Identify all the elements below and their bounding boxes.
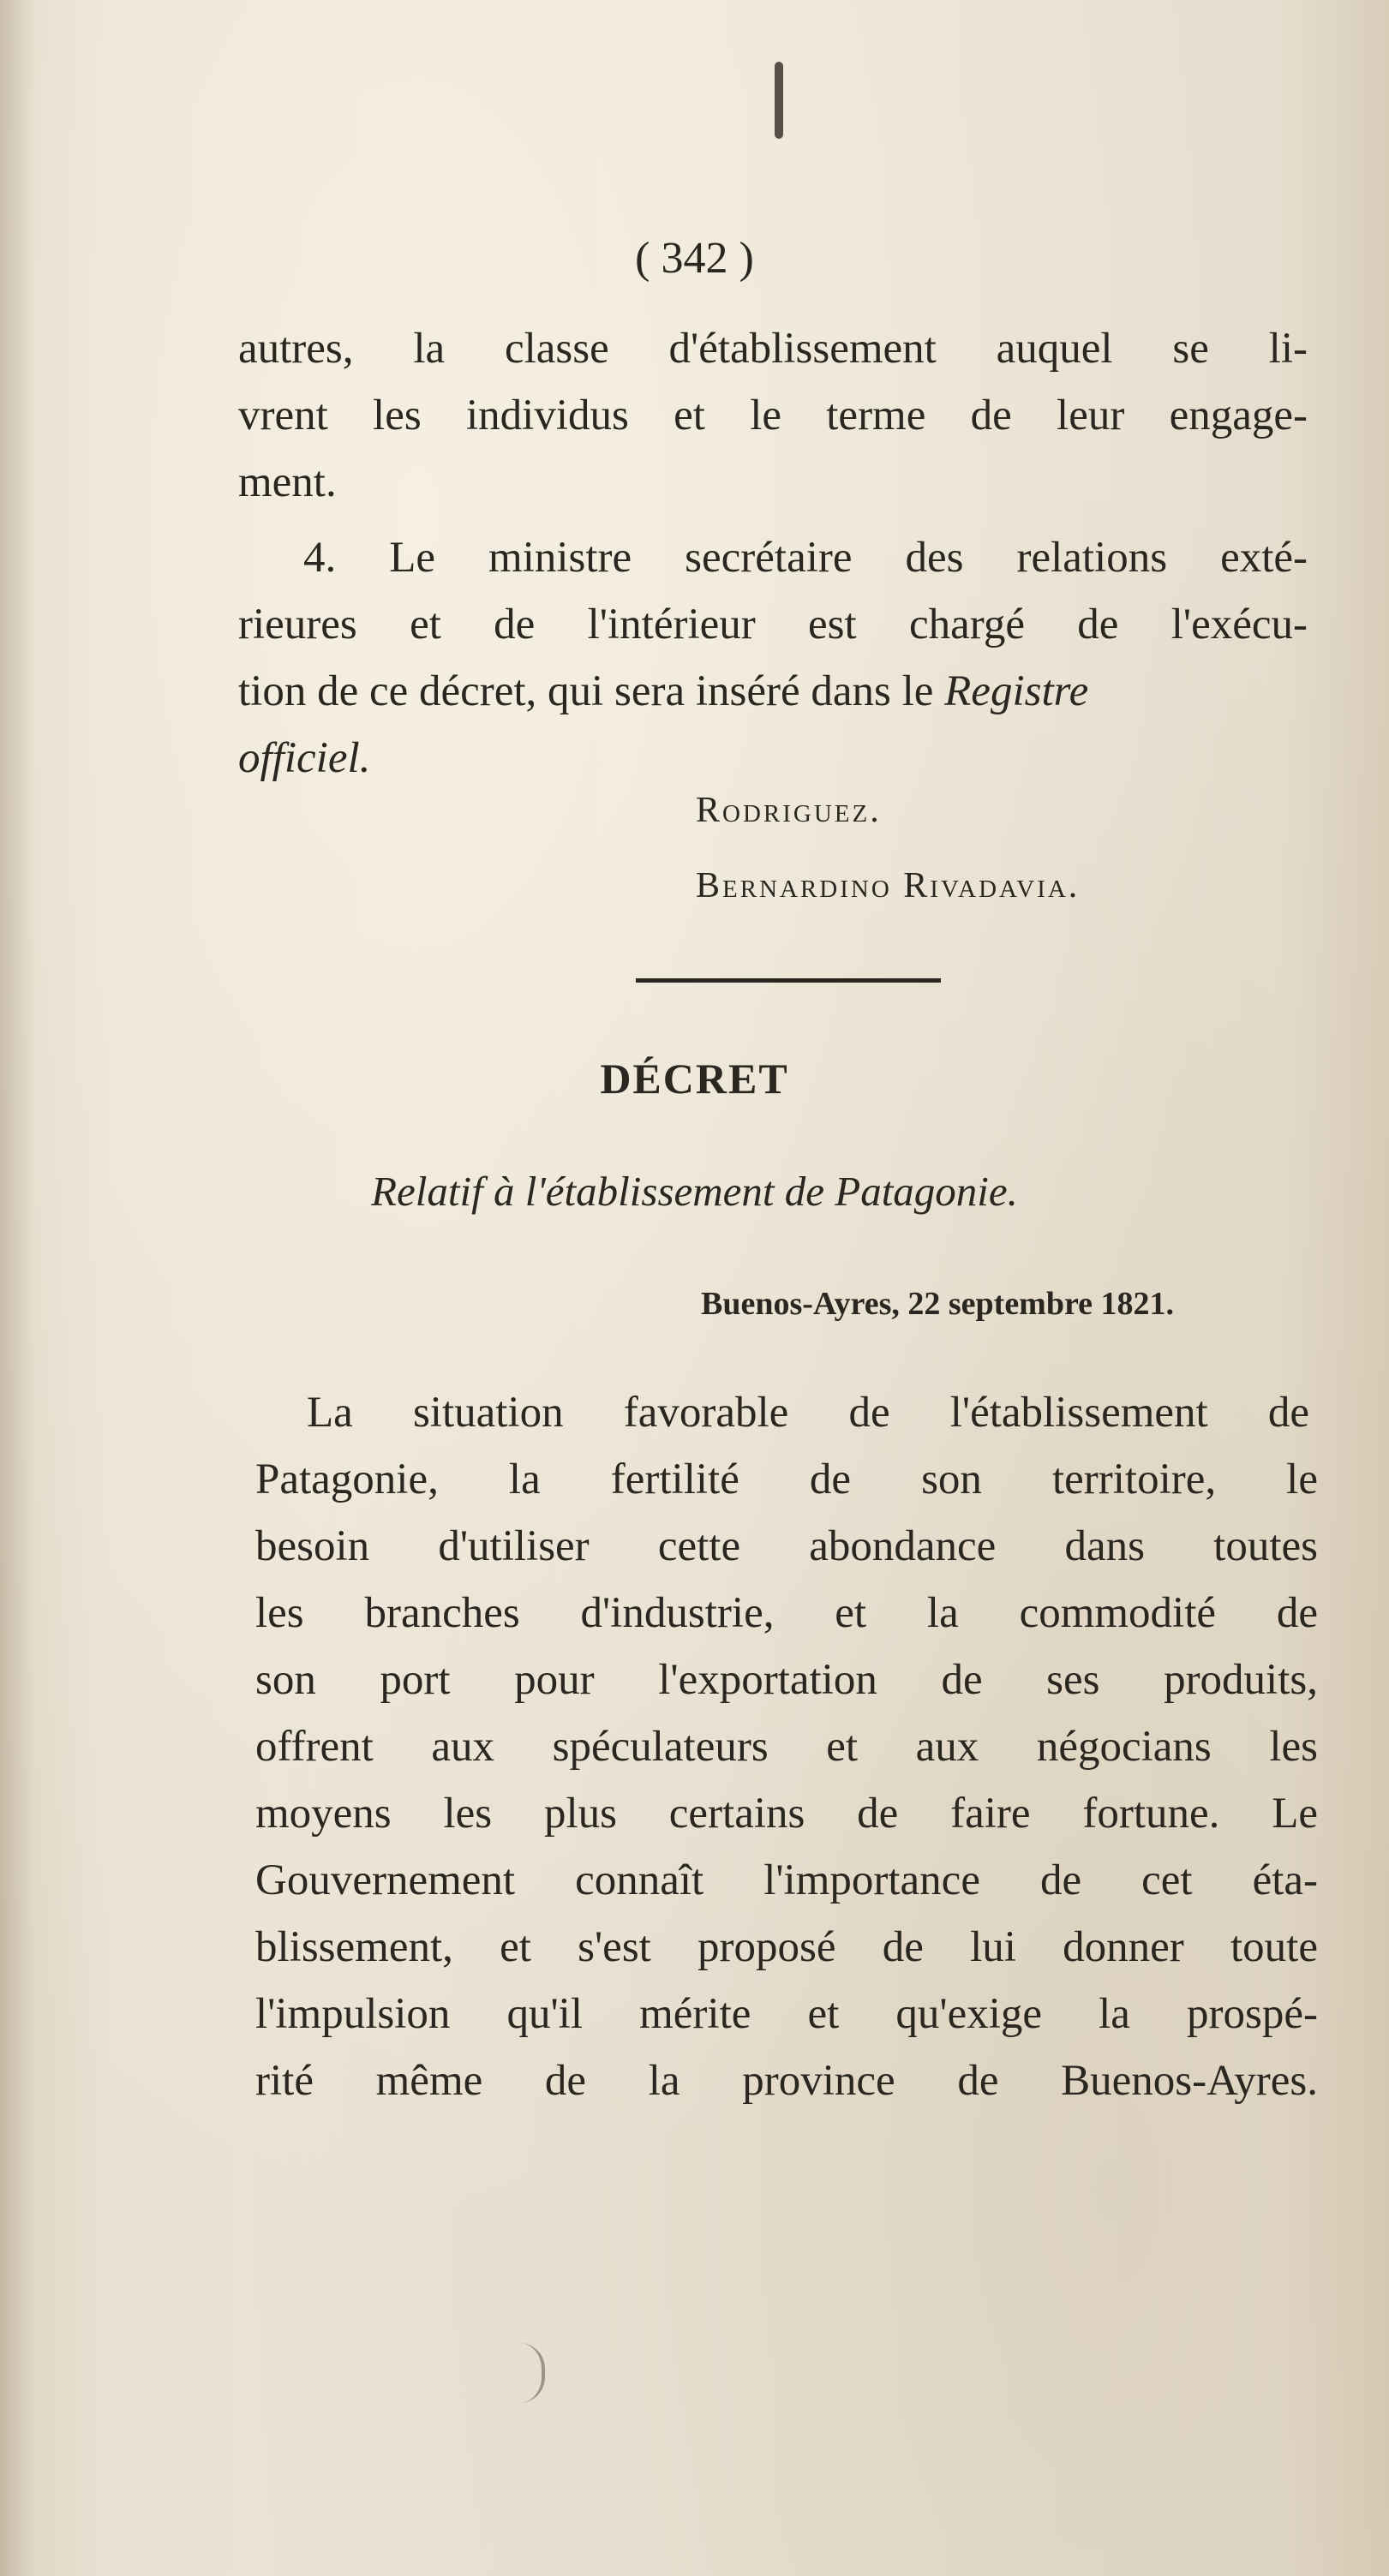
- decree-title: DÉCRET: [600, 1055, 789, 1103]
- article4-line-3: [238, 666, 1088, 716]
- body-line-6: offrent aux spéculateurs et aux négocians les: [255, 1723, 1318, 1771]
- decree-subtitle: Relatif à l'établissement de Patagonie.: [371, 1168, 1018, 1215]
- article4-italic-officiel: officiel.: [238, 734, 371, 782]
- body-line-8: Gouvernement connaît l'importance de cet éta-: [255, 1856, 1318, 1904]
- body-line-5: son port pour l'exportation de ses produits,: [255, 1656, 1318, 1704]
- signature-rodriguez: Rodriguez.: [696, 791, 882, 830]
- body-line-11: rité même de la province de Buenos-Ayres.: [255, 2057, 1318, 2105]
- article4-italic-registre: Registre: [944, 667, 1089, 715]
- continuation-line-1: autres, la classe d'établissement auquel se li-: [238, 325, 1308, 373]
- article4-line-3-text: tion de ce décret, qui sera inséré dans le: [238, 667, 934, 715]
- body-line-10: l'impulsion qu'il mérite et qu'exige la prospé-: [255, 1990, 1318, 2038]
- body-line-2: Patagonie, la fertilité de son territoire, le: [255, 1455, 1318, 1503]
- article4-line-2: rieures et de l'intérieur est chargé de l'exécu-: [238, 601, 1308, 648]
- section-divider: [636, 978, 941, 983]
- signature-rivadavia: Bernardino Rivadavia.: [696, 866, 1081, 905]
- body-line-3: besoin d'utiliser cette abondance dans toutes: [255, 1522, 1318, 1570]
- continuation-line-3: ment.: [238, 458, 337, 506]
- ink-mark-bottom: [519, 2343, 545, 2403]
- body-line-1: La situation favorable de l'établissement de: [307, 1389, 1309, 1437]
- continuation-line-2: vrent les individus et le terme de leur engage-: [238, 391, 1308, 439]
- body-line-4: les branches d'industrie, et la commodité de: [255, 1589, 1318, 1637]
- ink-mark: [775, 62, 783, 139]
- page-number: ( 342 ): [635, 234, 754, 283]
- spine-shadow: [0, 0, 34, 2576]
- decree-dateline: Buenos-Ayres, 22 septembre 1821.: [701, 1286, 1175, 1322]
- article4-line-1: 4. Le ministre secrétaire des relations exté-: [303, 534, 1308, 582]
- body-line-9: blissement, et s'est proposé de lui donner toute: [255, 1923, 1318, 1971]
- body-line-7: moyens les plus certains de faire fortune. Le: [255, 1790, 1318, 1838]
